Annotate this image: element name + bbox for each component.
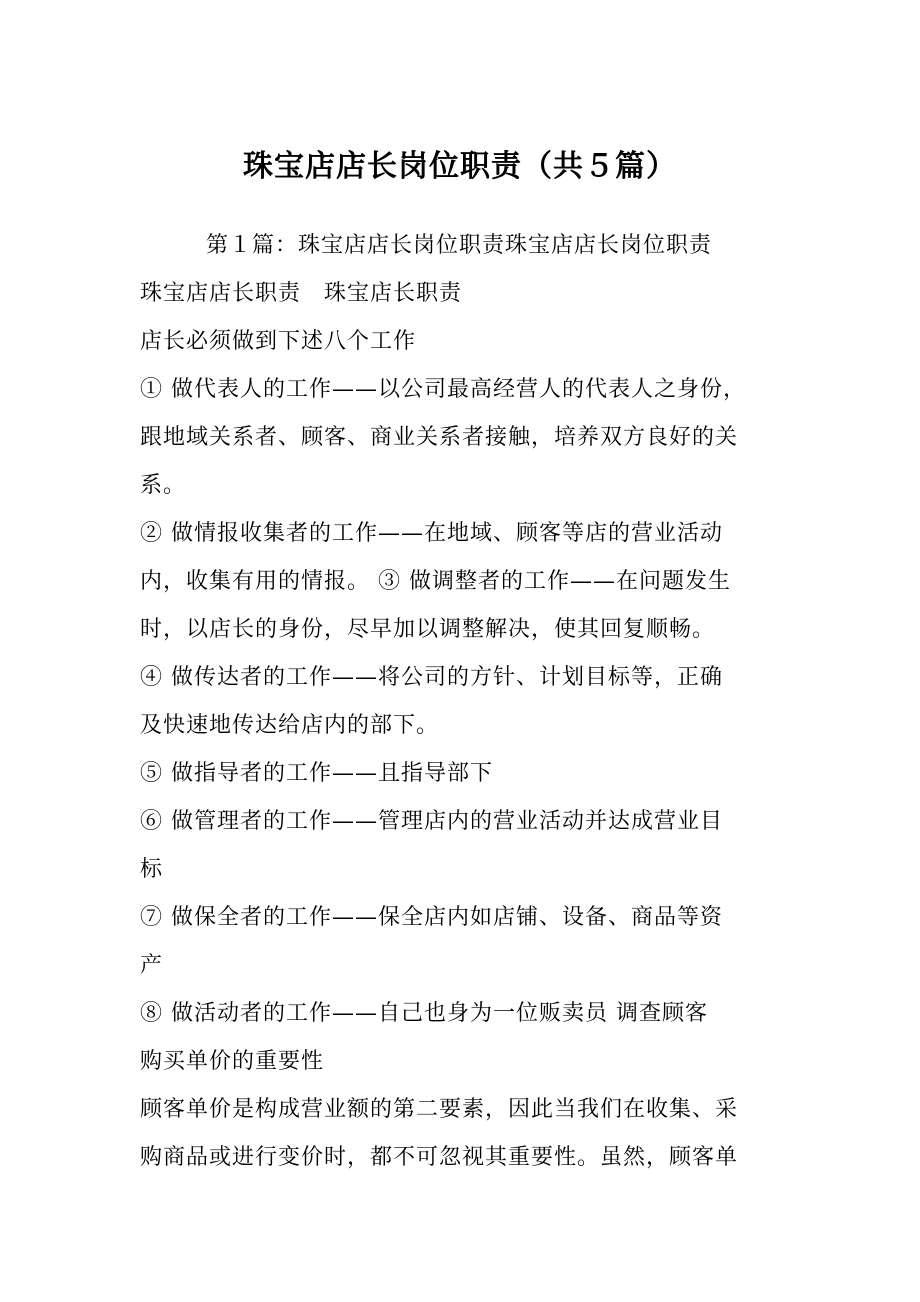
paragraph-line: 标: [140, 857, 164, 882]
paragraph-line: 及快速地传达给店内的部下。: [140, 713, 440, 738]
paragraph-line: 时，以店长的身份，尽早加以调整解决，使其回复顺畅。: [140, 617, 716, 642]
paragraph-line: ② 做情报收集者的工作——在地域、顾客等店的营业活动: [140, 521, 723, 546]
paragraph-line: ⑥ 做管理者的工作——管理店内的营业活动并达成营业目: [140, 809, 723, 834]
paragraph-line: ⑦ 做保全者的工作——保全店内如店铺、设备、商品等资: [140, 905, 723, 930]
paragraph-line: ① 做代表人的工作——以公司最高经营人的代表人之身份，: [140, 377, 746, 402]
paragraph-line: ⑤ 做指导者的工作——且指导部下: [140, 761, 493, 786]
paragraph-line: 店长必须做到下述八个工作: [140, 329, 417, 354]
paragraph-line: 购买单价的重要性: [140, 1049, 325, 1074]
paragraph-line: ⑧ 做活动者的工作——自己也身为一位贩卖员 调查顾客: [140, 1001, 708, 1026]
document-body: [140, 222, 790, 1182]
paragraph-line: 内，收集有用的情报。 ③ 做调整者的工作——在问题发生: [140, 569, 731, 594]
paragraph-line: ④ 做传达者的工作——将公司的方针、计划目标等，正确: [140, 665, 723, 690]
paragraph-line: 珠宝店店长职责 珠宝店长职责: [140, 281, 463, 306]
document-title: 珠宝店店长岗位职责（共５篇）: [243, 149, 677, 184]
paragraph-line: 购商品或进行变价时，都不可忽视其重要性。虽然，顾客单: [140, 1145, 739, 1170]
paragraph-line: 跟地域关系者、顾客、商业关系者接触，培养双方良好的关: [140, 425, 739, 450]
paragraph-line: 顾客单价是构成营业额的第二要素，因此当我们在收集、采: [140, 1097, 739, 1122]
paragraph-line: 第１篇：珠宝店店长岗位职责珠宝店店长岗位职责: [206, 233, 713, 258]
paragraph-line: 产: [140, 953, 164, 978]
paragraph-line: 系。: [140, 473, 187, 498]
